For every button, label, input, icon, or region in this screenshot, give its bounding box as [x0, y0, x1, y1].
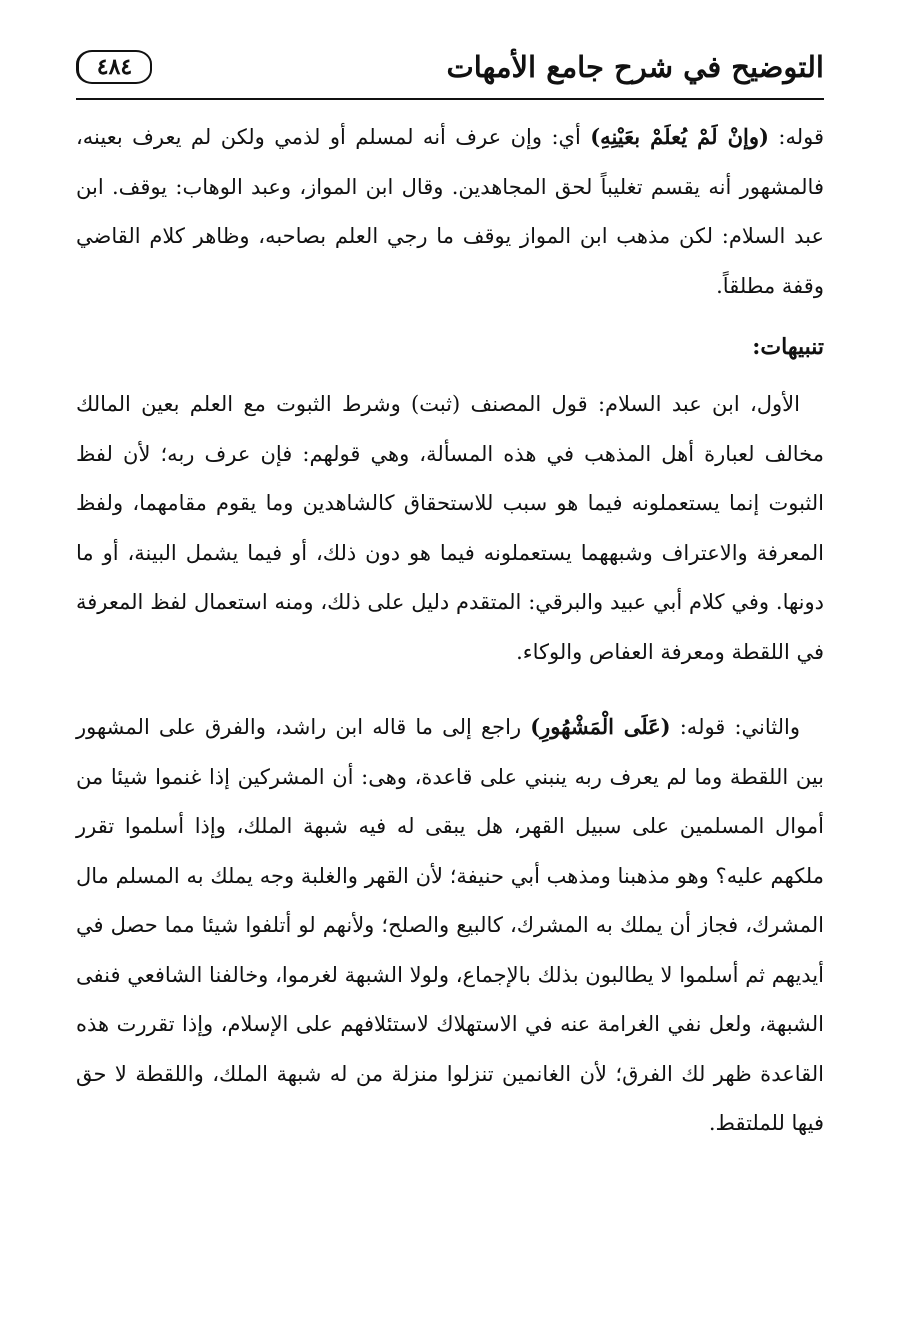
p3-text: راجع إلى ما قاله ابن راشد، والفرق على المشهور بين اللقطة وما لم يعرف ربه ينبني على قاعدة، وهى: أن المشركين إذا غنموا شيئا من أموال المسلمين على سبيل القهر، هل يبقى له فيه شبهة الملك، وإذا أسلموا تقرر ملكهم عليه؟ وهو مذهبنا ومذهب أبي حنيفة؛ لأن القهر والغلبة وجه يملك به المسلم مال المشرك، فجاز أن يملك به المشرك، كالبيع والصلح؛ ولأنهم لو أتلفوا شيئا مما حصل في أيديهم ثم أسلموا لا يطالبون بذلك بالإجماع، ولولا الشبهة لغرموا، وخالفنا الشافعي فنفى الشبهة، ولعل نفي الغرامة عنه في الاستهلاك لاستئلافهم على الإسلام، وإذا تقررت هذه القاعدة ظهر لك الفرق؛ لأن الغانمين تنزلوا منزلة من له شبهة الملك، واللقطة لا حق فيها للملتقط. — [76, 715, 824, 1135]
section-heading: تنبيهات: — [752, 334, 824, 360]
p1-lead: قوله: — [768, 125, 824, 149]
p2-text: الأول، ابن عبد السلام: قول المصنف (ثبت) وشرط الثبوت مع العلم بعين المالك مخالف لعبارة أهل المذهب في هذه المسألة، وهي قولهم: فإن عرف ربه؛ لأن لفظ الثبوت إنما يستعملونه فيما هو سبب للاستحقاق كالشاهدين وما يقوم مقامهما، ولفظ المعرفة والاعتراف وشبههما يستعملونه فيما هو دون ذلك، أو فيما يشمل البينة، أو ما دونها. وفي كلام أبي عبيد والبرقي: المتقدم دليل على ذلك، ومنه استعمال لفظ المعرفة في اللقطة ومعرفة العفاص والوكاء. — [76, 392, 824, 664]
page-header — [76, 46, 824, 98]
p3-quote: (عَلَى الْمَشْهُورِ) — [530, 714, 671, 739]
p1-text: أي: وإن عرف أنه لمسلم أو لذمي ولكن لم يعرف بعينه، فالمشهور أنه يقسم تغليباً لحق المجاهدين. وقال ابن المواز، وعبد الوهاب: يوقف. ابن عبد السلام: لكن مذهب ابن المواز يوقف ما رجي العلم بصاحبه، وظاهر كلام القاضي وقفة مطلقاً. — [76, 125, 824, 298]
page-number: ٤٨٤ — [76, 50, 152, 84]
paragraph-3 — [76, 702, 824, 1149]
p1-quote: (وإنْ لَمْ يُعلَمْ بعَيْنِهِ) — [590, 124, 769, 149]
running-title: التوضيح في شرح جامع الأمهات — [446, 50, 824, 84]
header-rule — [76, 98, 824, 100]
paragraph-2 — [76, 380, 824, 677]
p3-lead: والثاني: قوله: — [670, 715, 800, 739]
paragraph-1 — [76, 112, 824, 311]
